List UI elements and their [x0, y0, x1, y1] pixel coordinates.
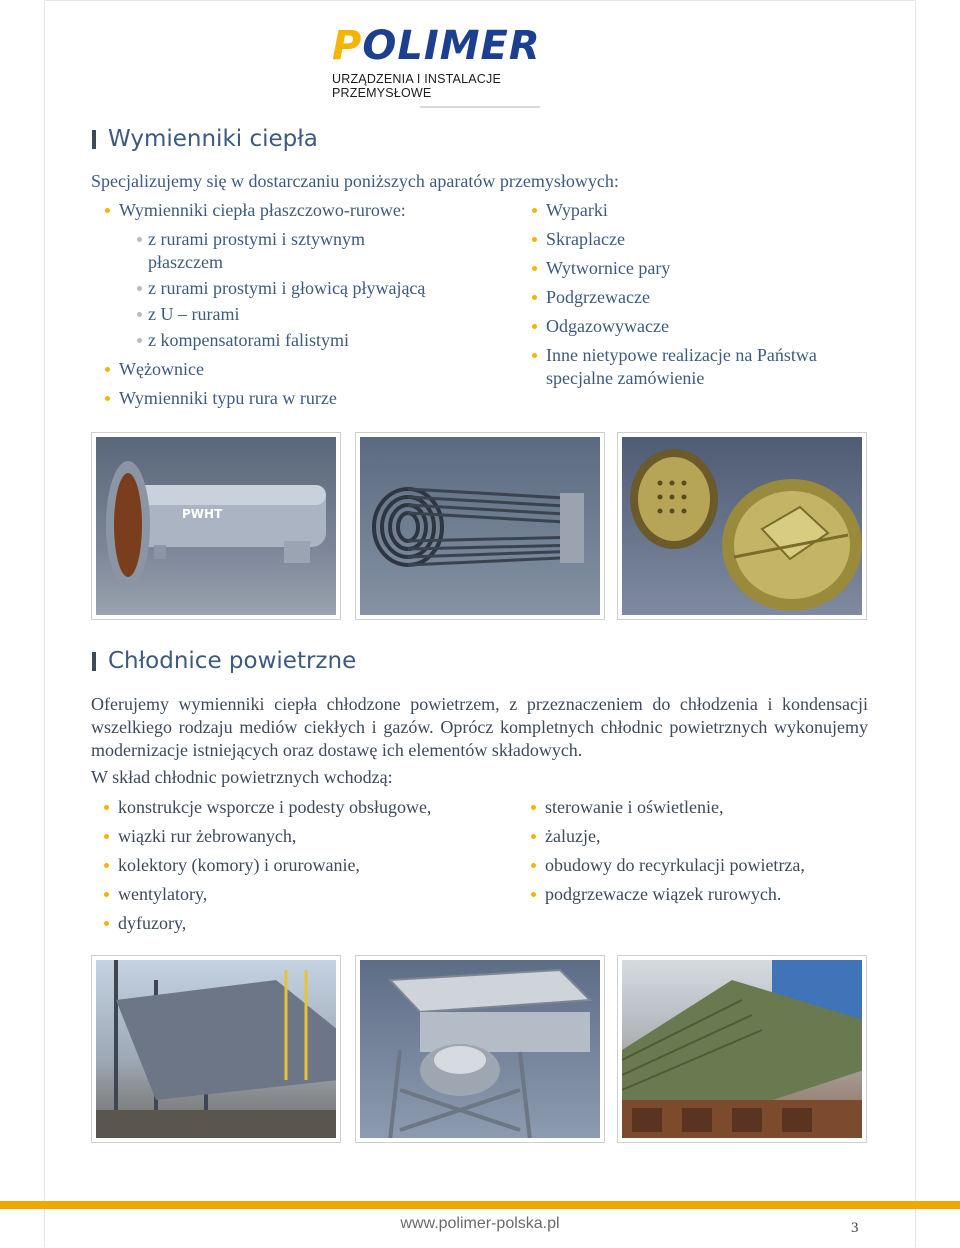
bullet-icon	[105, 396, 110, 401]
photo-air-cooler-structure	[91, 955, 341, 1143]
bullet-icon	[532, 237, 537, 242]
bullet-icon	[532, 266, 537, 271]
bullet-icon	[531, 863, 536, 868]
list-item: podgrzewacze wiązek rurowych.	[517, 880, 877, 909]
photo-shell-tube-exchanger	[91, 432, 341, 620]
list-item: kolektory (komory) i orurowanie,	[90, 851, 490, 880]
bullet-icon	[532, 353, 537, 358]
photo-finned-tube-bundle	[617, 955, 867, 1143]
bullet-icon	[104, 921, 109, 926]
list-subitem: z kompensatorami falistymi	[91, 329, 431, 352]
photo-tube-sheet-cover	[617, 432, 867, 620]
bullet-icon	[137, 338, 142, 343]
footer-rule	[0, 1201, 960, 1209]
bullet-icon	[137, 286, 142, 291]
bullet-icon	[531, 892, 536, 897]
bullet-icon	[104, 892, 109, 897]
section-heading-heat-exchangers	[92, 126, 318, 152]
polimer-logo	[332, 23, 600, 108]
photo-u-tube-bundle	[355, 432, 605, 620]
bullet-icon	[531, 834, 536, 839]
list-item: konstrukcje wsporcze i podesty obsługowe,	[90, 793, 490, 822]
list-subitem: z rurami prostymi i sztywnym płaszczem	[91, 228, 431, 274]
bullet-icon	[105, 367, 110, 372]
list-item: Skraplacze	[518, 225, 858, 254]
list-item: wentylatory,	[90, 880, 490, 909]
list-item: wiązki rur żebrowanych,	[90, 822, 490, 851]
components-list-right	[517, 793, 877, 909]
bullet-icon	[532, 324, 537, 329]
heat-exchanger-list-left	[91, 196, 431, 413]
list-item: Wymienniki ciepła płaszczowo-rurowe:	[91, 196, 431, 225]
bullet-icon	[137, 312, 142, 317]
list-item: dyfuzory,	[90, 909, 490, 938]
logo-divider	[420, 106, 540, 108]
intro-text: Specjalizujemy się w dostarczaniu poniższych aparatów przemysłowych:	[91, 171, 619, 191]
list-item: żaluzje,	[517, 822, 877, 851]
bullet-icon	[104, 834, 109, 839]
page-number: 3	[851, 1220, 859, 1236]
bullet-icon	[532, 208, 537, 213]
components-intro: W skład chłodnic powietrznych wchodzą:	[91, 767, 393, 787]
heading-bar	[92, 652, 96, 671]
bullet-icon	[137, 237, 142, 242]
bullet-icon	[531, 805, 536, 810]
footer-website: www.polimer-polska.pl	[400, 1215, 560, 1232]
list-item: Wężownice	[91, 355, 431, 384]
bullet-icon	[532, 295, 537, 300]
list-item: obudowy do recyrkulacji powietrza,	[517, 851, 877, 880]
list-item: sterowanie i oświetlenie,	[517, 793, 877, 822]
list-item: Odgazowywacze	[518, 312, 858, 341]
bullet-icon	[104, 805, 109, 810]
logo-wordmark: POLIMER	[332, 23, 541, 69]
section-heading-air-coolers	[92, 648, 356, 674]
list-subitem: z U – rurami	[91, 303, 431, 326]
list-subitem: z rurami prostymi i głowicą pływającą	[91, 277, 431, 300]
heat-exchanger-list-right	[518, 196, 858, 390]
air-coolers-paragraph: Oferujemy wymienniki ciepła chłodzone powietrzem, z przeznaczeniem do chłodzenia i kondensacji wszelkiego rodzaju mediów ciekłych i gazów. Oprócz kompletnych chłodnic powietrznych wykonujemy modernizacje istniejących oraz dostawę ich elementów składowych.	[91, 694, 868, 760]
bullet-icon	[105, 208, 110, 213]
photo-label-pwht: PWHT	[182, 507, 223, 521]
list-item: Inne nietypowe realizacje na Państwa specjalne zamówienie	[518, 344, 858, 390]
list-item: Wyparki	[518, 196, 858, 225]
bullet-icon	[104, 863, 109, 868]
logo-tagline: URZĄDZENIA I INSTALACJE PRZEMYSŁOWE	[332, 72, 501, 100]
list-item: Podgrzewacze	[518, 283, 858, 312]
heading-bar	[92, 130, 96, 149]
list-item: Wytwornice pary	[518, 254, 858, 283]
list-item: Wymienniki typu rura w rurze	[91, 384, 431, 413]
components-list-left	[90, 793, 490, 938]
photo-fan-diffuser	[355, 955, 605, 1143]
heading-text: Chłodnice powietrzne	[108, 648, 357, 674]
heading-text: Wymienniki ciepła	[108, 126, 318, 152]
